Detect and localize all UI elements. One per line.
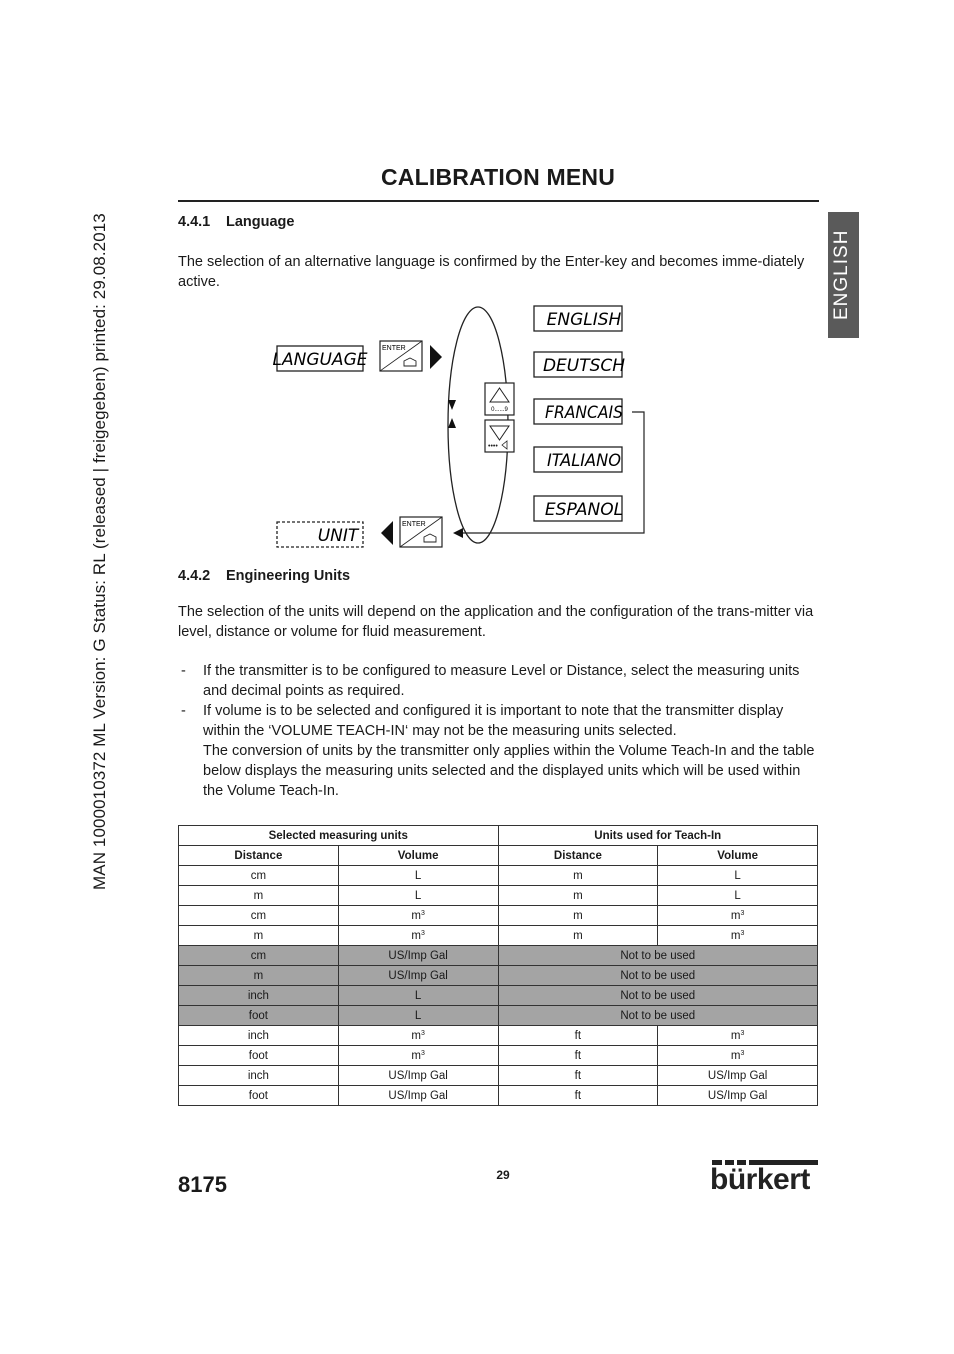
table-row [179, 866, 818, 886]
table-cell: $m^3$ [338, 906, 498, 926]
enter-key-icon [400, 517, 442, 547]
table-cell: inch [179, 986, 339, 1006]
table-cell: m [179, 886, 339, 906]
superscript: 3 [420, 909, 425, 917]
table-cell: $m^3$ [658, 926, 818, 946]
section-number: 4.4.2 [178, 568, 211, 584]
model-number: 8175 [178, 1172, 227, 1197]
table-cell: inch [179, 1066, 339, 1086]
table-cell: L [658, 886, 818, 906]
table-cell: Not to be used [498, 966, 818, 986]
brand-logo [710, 1160, 820, 1200]
loop-arrow-down-icon [448, 400, 456, 410]
table-cell: L [338, 986, 498, 1006]
lcd-option-deutsch [534, 352, 625, 377]
table-row [179, 966, 818, 986]
table-row [179, 946, 818, 966]
page-number: 29 [496, 1168, 510, 1182]
lcd-language-text: LANGUAGE [272, 350, 368, 370]
table-cell: $m^3$ [658, 1046, 818, 1066]
loop-arrow-up-icon [448, 418, 456, 428]
table-row [179, 886, 818, 906]
table-cell: ft [498, 1026, 658, 1046]
table-cell: m [498, 926, 658, 946]
table-cell: m [498, 906, 658, 926]
table-cell: foot [179, 1086, 339, 1106]
table-row [179, 906, 818, 926]
superscript: 3 [740, 929, 745, 937]
section-number: 4.4.1 [178, 214, 211, 230]
table-cell: $m^3$ [658, 906, 818, 926]
enter-key-label: ENTER [382, 345, 406, 352]
table-cell: L [338, 886, 498, 906]
column-header-volume: Volume [338, 846, 498, 866]
lcd-option-text: ENGLISH [546, 310, 622, 330]
table-cell: Not to be used [498, 1006, 818, 1026]
superscript: 3 [420, 1029, 425, 1037]
table-cell: m [179, 966, 339, 986]
table-cell: US/Imp Gal [658, 1086, 818, 1106]
lcd-option-text: ITALIANO [547, 451, 621, 471]
table-cell: foot [179, 1046, 339, 1066]
column-header-distance: Distance [179, 846, 339, 866]
table-cell: $m^3$ [338, 1046, 498, 1066]
section-title: Engineering Units [226, 568, 351, 584]
bullet-list [178, 661, 818, 801]
engineering-units-description: The selection of the units will depend on the application and the configuration of the trans-mitter via level, distance or volume for fluid measurement. [178, 604, 814, 640]
language-description: The selection of an alternative language is confirmed by the Enter-key and becomes imme-diately active. [178, 254, 805, 290]
lcd-unit [277, 522, 363, 547]
table-cell: cm [179, 866, 339, 886]
units-table [178, 825, 818, 1106]
table-cell: L [338, 866, 498, 886]
table-cell: L [658, 866, 818, 886]
group-header-selected: Selected measuring units [179, 826, 499, 846]
table-cell: $m^3$ [338, 1026, 498, 1046]
list-item: - If volume is to be selected and configured it is important to note that the transmitter display within the ‘VOLUME TEACH-IN‘ may not be the measuring units selected. The conversion of units by the transmitter only applies within the Volume Teach-In and the table below displays the measuring units selected and the displayed units which will be used within the Volume Teach-In. [178, 701, 818, 801]
section-title: Language [226, 214, 295, 230]
superscript: 3 [420, 929, 425, 937]
lcd-option-italiano [534, 447, 622, 472]
section-heading-engineering-units [178, 568, 350, 584]
table-row [179, 1046, 818, 1066]
list-item-text: If volume is to be selected and configured it is important to note that the transmitter display within the ‘VOLUME TEACH-IN‘ may not be the measuring units selected. [203, 703, 784, 739]
table-cell: Not to be used [498, 946, 818, 966]
table-cell: US/Imp Gal [338, 966, 498, 986]
lcd-option-text: FRANCAIS [545, 403, 624, 423]
column-header-volume: Volume [658, 846, 818, 866]
table-row [179, 1066, 818, 1086]
table-cell: US/Imp Gal [338, 1066, 498, 1086]
enter-key-icon [380, 341, 422, 371]
table-cell: ft [498, 1086, 658, 1106]
table-cell: cm [179, 946, 339, 966]
confirm-path-arrow-icon [453, 528, 463, 538]
arrow-right-icon [430, 345, 442, 369]
table-row [179, 986, 818, 1006]
svg-text:••••: •••• [488, 443, 498, 450]
group-header-teach-in: Units used for Teach-In [498, 826, 818, 846]
page-title: CALIBRATION MENU [380, 164, 616, 190]
table-group-header-row [179, 826, 818, 846]
language-selection-diagram [0, 0, 954, 560]
lcd-option-espanol [534, 496, 623, 521]
table-cell: $m^3$ [338, 926, 498, 946]
superscript: 3 [420, 1049, 425, 1057]
list-item: - If the transmitter is to be configured to measure Level or Distance, select the measuring units and decimal points as required. [181, 663, 800, 699]
table-cell: ft [498, 1066, 658, 1086]
table-cell: m [498, 886, 658, 906]
table-cell: L [338, 1006, 498, 1026]
enter-key-label: ENTER [402, 521, 426, 528]
lcd-option-text: ESPANOL [544, 500, 624, 520]
column-header-distance: Distance [498, 846, 658, 866]
lcd-option-english [534, 306, 622, 331]
table-column-header-row [179, 846, 818, 866]
superscript: 3 [740, 909, 745, 917]
list-item-continuation: The conversion of units by the transmitter only applies within the Volume Teach-In and the table below displays the measuring units selected and the displayed units which will be used within the Volume Teach-In. [203, 743, 815, 799]
language-tab-label: ENGLISH [831, 229, 852, 320]
table-cell: inch [179, 1026, 339, 1046]
up-key-icon [485, 383, 514, 415]
table-row [179, 1026, 818, 1046]
table-cell: m [498, 866, 658, 886]
table-cell: Not to be used [498, 986, 818, 1006]
table-cell: US/Imp Gal [658, 1066, 818, 1086]
table-cell: US/Imp Gal [338, 946, 498, 966]
table-cell: US/Imp Gal [338, 1086, 498, 1106]
table-cell: m [179, 926, 339, 946]
digits-label: 0......9 [491, 407, 508, 413]
down-key-icon [485, 420, 514, 452]
lcd-option-text: DEUTSCH [542, 356, 626, 376]
table-cell: ft [498, 1046, 658, 1066]
document-version-info: MAN 1000010372 ML Version: G Status: RL (released | freigegeben) printed: 29.08.2013 [90, 213, 109, 890]
lcd-unit-text: UNIT [317, 526, 359, 546]
lcd-option-francais [534, 399, 623, 424]
superscript: 3 [740, 1029, 745, 1037]
table-row [179, 1006, 818, 1026]
superscript: 3 [740, 1049, 745, 1057]
table-cell: cm [179, 906, 339, 926]
table-row [179, 1086, 818, 1106]
table-cell: foot [179, 1006, 339, 1026]
table-row [179, 926, 818, 946]
list-item-text: If the transmitter is to be configured to measure Level or Distance, select the measuring units and decimal points as required. [203, 663, 800, 699]
arrow-left-icon [381, 521, 393, 545]
lcd-language [273, 346, 368, 371]
brand-logo-text: bürkert [710, 1163, 810, 1196]
table-cell: $m^3$ [658, 1026, 818, 1046]
